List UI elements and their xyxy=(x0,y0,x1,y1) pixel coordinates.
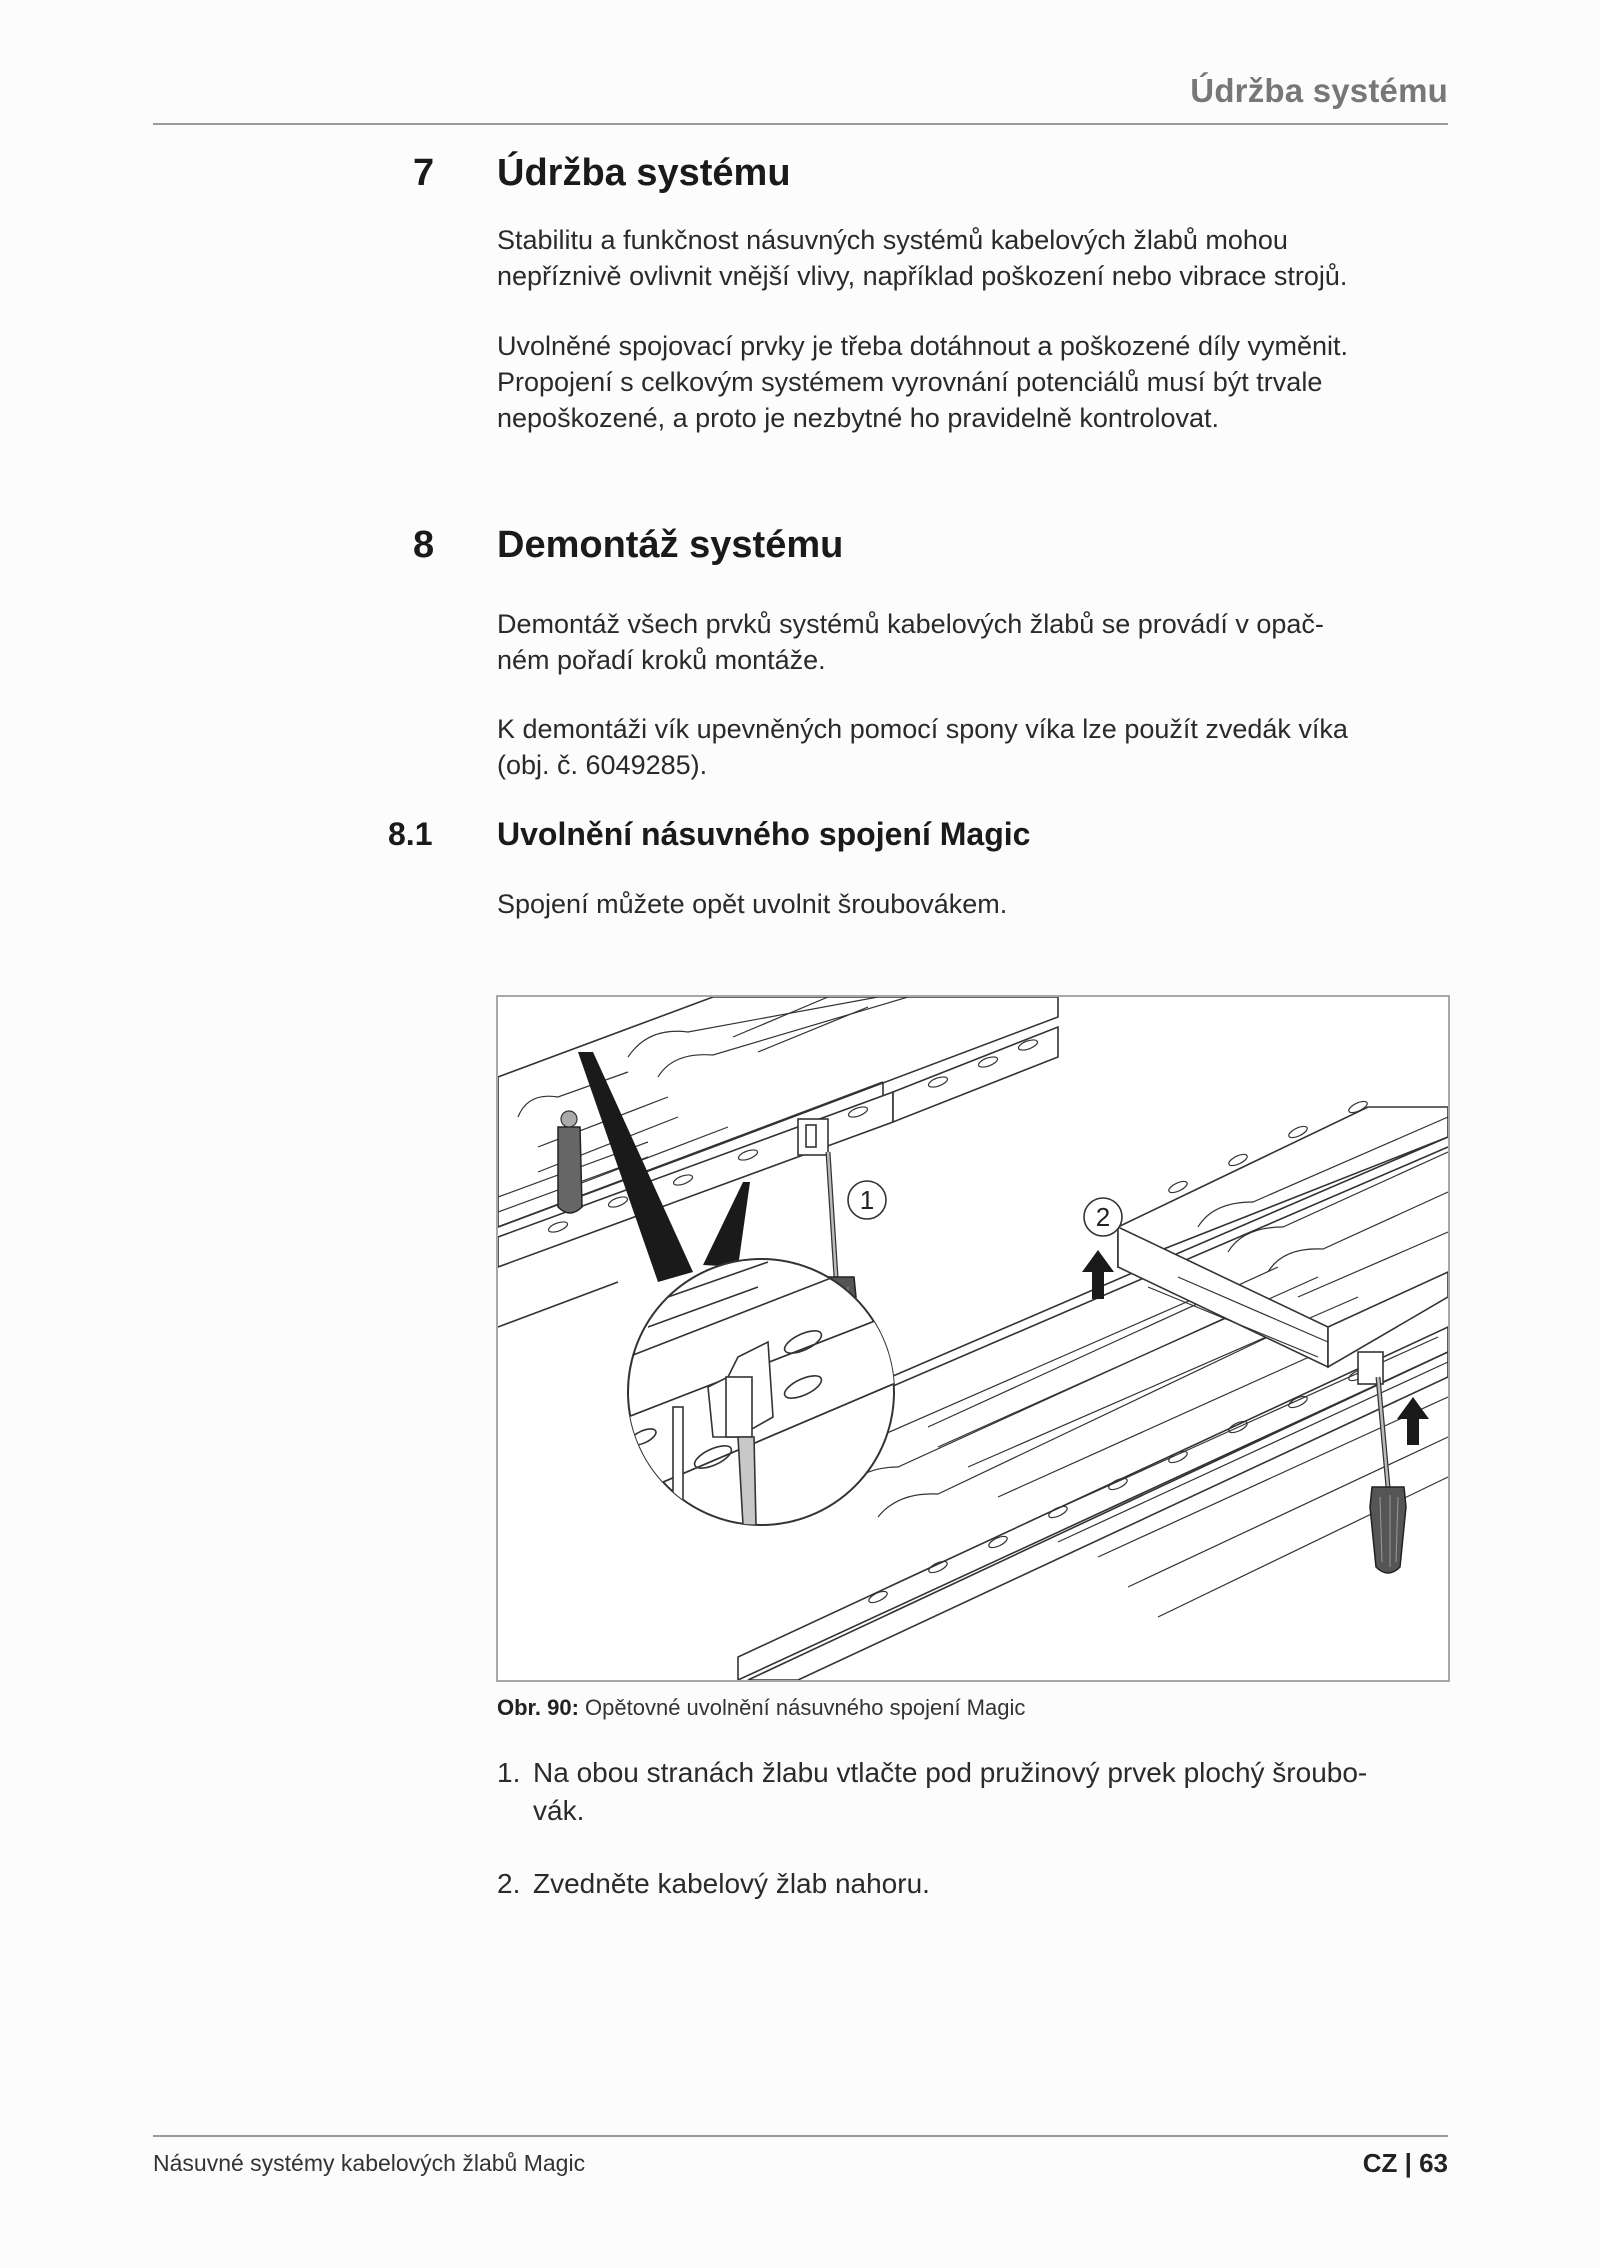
section-7-title: Údržba systému xyxy=(497,152,791,194)
section-8-1-number: 8.1 xyxy=(388,816,433,852)
header-rule xyxy=(153,123,1448,125)
running-header-title: Údržba systému xyxy=(1190,72,1448,109)
footer-rule xyxy=(153,2135,1448,2137)
section-8-paragraph-1: Demontáž všech prvků systémů kabelových žlabů se provádí v opač- ném pořadí kroků montáže. xyxy=(497,609,1324,675)
footer-document-title: Násuvné systémy kabelových žlabů Magic xyxy=(153,2150,586,2176)
step-2-number: 2. xyxy=(497,1868,521,1899)
callout-2 xyxy=(1084,1198,1122,1236)
step-1-number: 1. xyxy=(497,1757,521,1788)
figure-cable-tray-release xyxy=(496,995,1450,1682)
section-7-paragraph-1: Stabilitu a funkčnost násuvných systémů kabelových žlabů mohou nepříznivě ovlivnit vnější vlivy, například poškození nebo vibrace strojů. xyxy=(497,225,1348,291)
section-7-number: 7 xyxy=(413,152,435,194)
cable-tray-illustration xyxy=(498,997,1448,1680)
screwdriver-icon xyxy=(558,1111,582,1213)
svg-text:1: 1 xyxy=(859,1185,875,1215)
section-8-title: Demontáž systému xyxy=(497,524,844,566)
svg-text:2: 2 xyxy=(1095,1202,1111,1232)
footer-page-number: CZ | 63 xyxy=(1362,2148,1448,2178)
section-8-paragraph-2: K demontáži vík upevněných pomocí spony víka lze použít zvedák víka (obj. č. 6049285). xyxy=(497,714,1348,780)
callout-1 xyxy=(848,1181,886,1219)
section-8-1-paragraph-1: Spojení můžete opět uvolnit šroubovákem. xyxy=(497,889,1008,919)
section-7-paragraph-2: Uvolněné spojovací prvky je třeba dotáhnout a poškozené díly vyměnit. Propojení s celkovým systémem vyrovnání potenciálů musí být trvale nepoškozené, a proto je nezbytné ho pravidelně kontrolovat. xyxy=(497,331,1348,433)
section-8-1-title: Uvolnění násuvného spojení Magic xyxy=(497,816,1031,852)
up-arrow-icon xyxy=(1082,1250,1114,1299)
figure-caption-label: Obr. 90: xyxy=(497,1695,579,1720)
section-8-number: 8 xyxy=(413,524,435,566)
figure-caption xyxy=(497,1695,1025,1721)
figure-caption-text: Opětovné uvolnění násuvného spojení Magic xyxy=(585,1695,1026,1720)
magnifier-circle xyxy=(628,1252,898,1525)
step-2: 2. Zvedněte kabelový žlab nahoru. xyxy=(497,1865,1457,1903)
step-1: 1. Na obou stranách žlabu vtlačte pod pružinový prvek plochý šroubo- vák. xyxy=(497,1754,1457,1830)
up-arrow-icon xyxy=(1397,1397,1429,1445)
